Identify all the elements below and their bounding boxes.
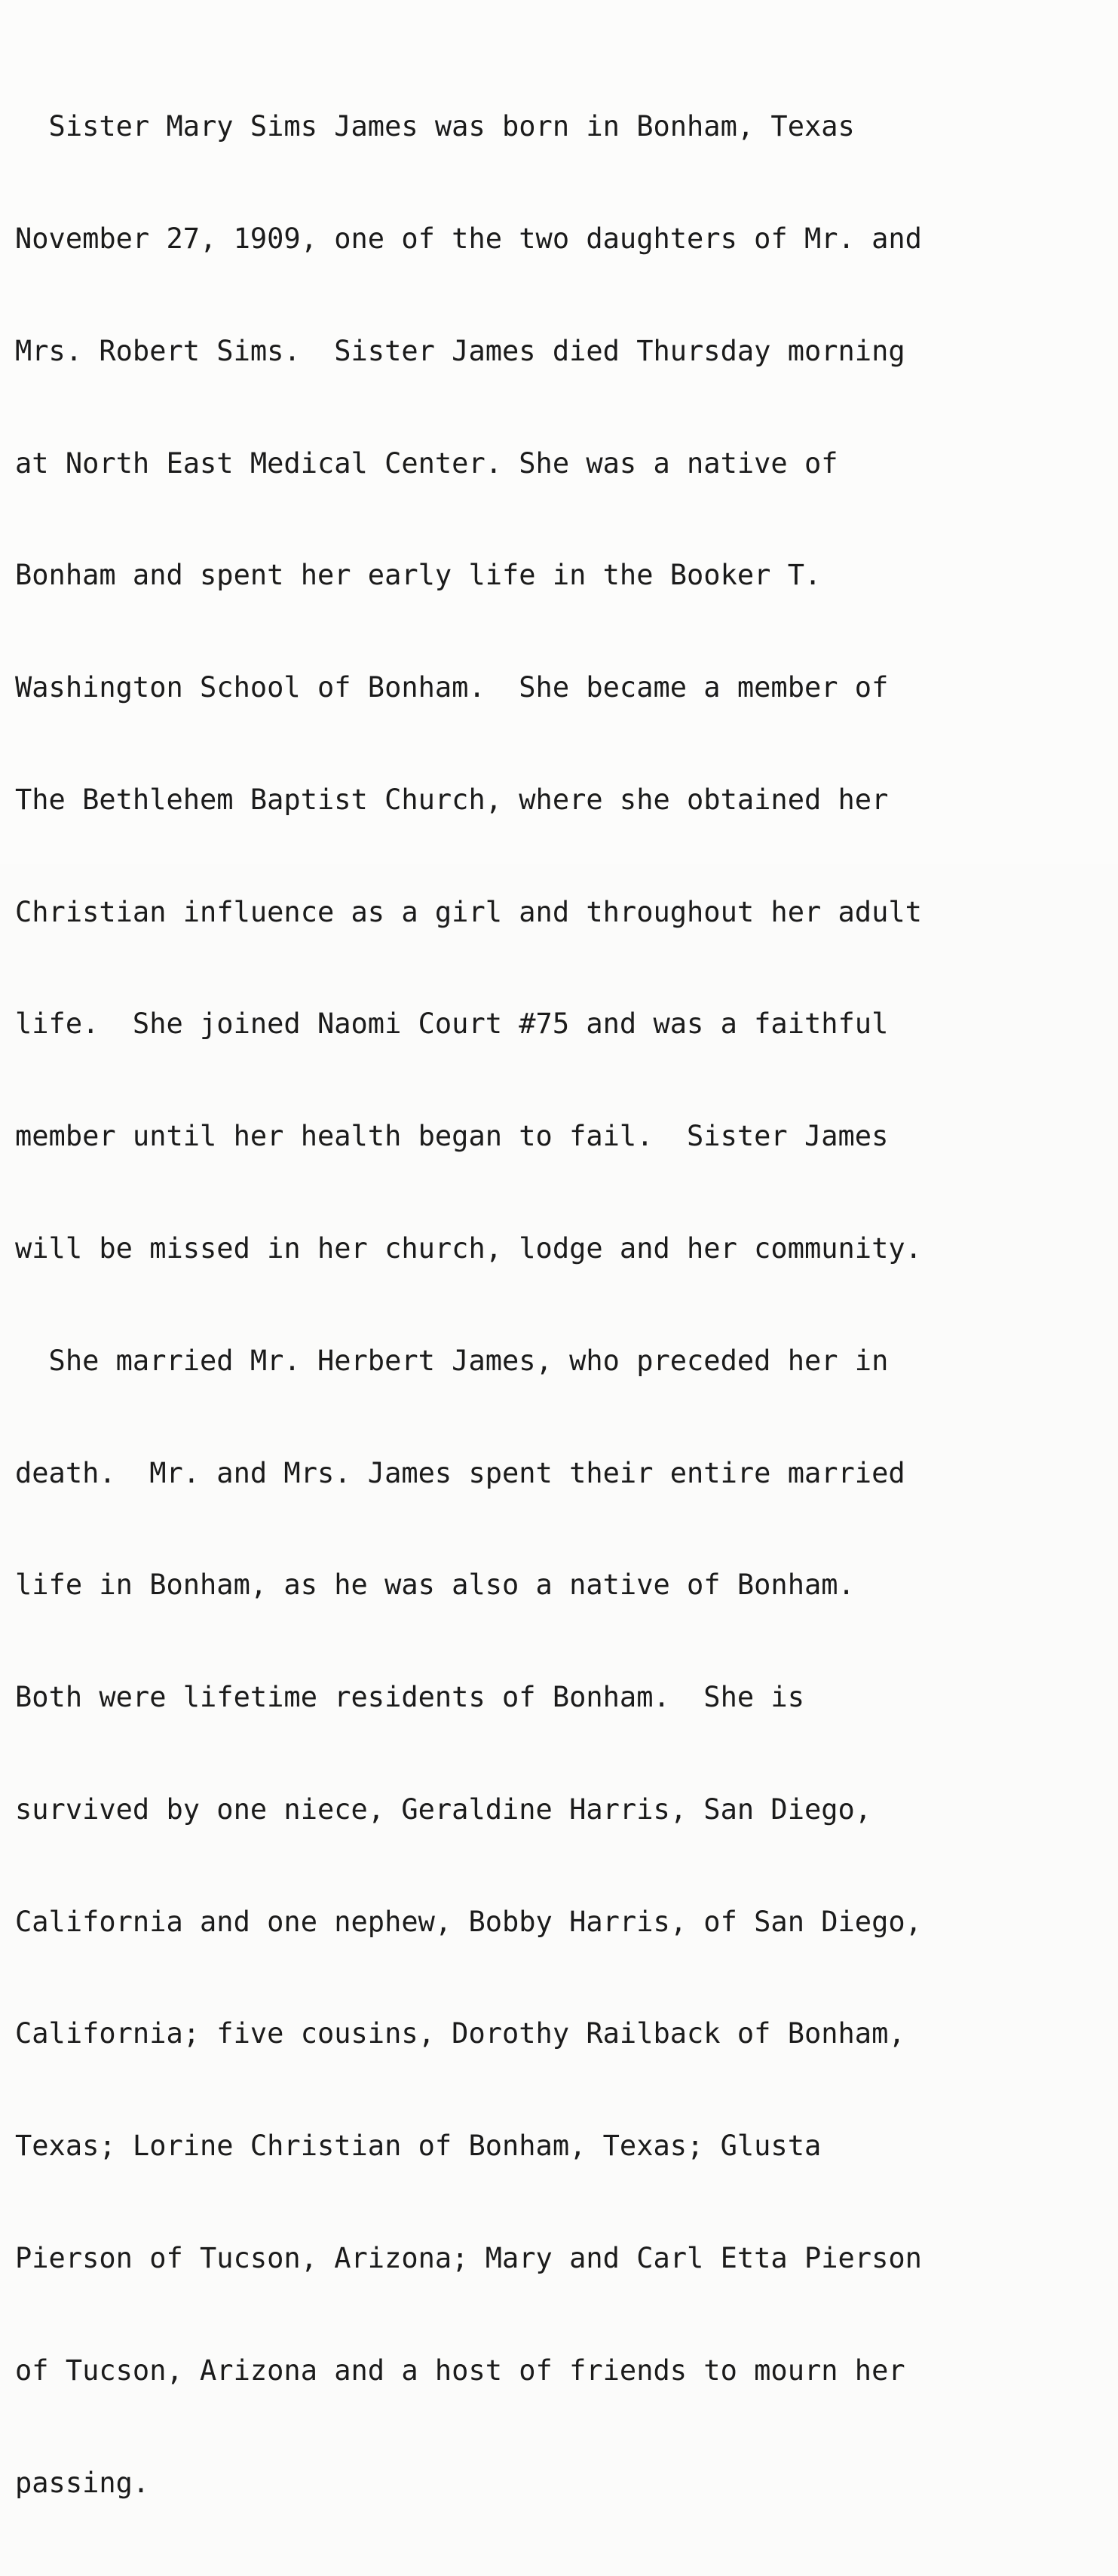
text-line-3: Mrs. Robert Sims. Sister James died Thursday morning [15, 334, 905, 367]
text-line-9: life. She joined Naomi Court #75 and was a faithful [15, 1007, 889, 1041]
text-line-14: life in Bonham, as he was also a native of Bonham. [15, 1569, 855, 1602]
text-line-22: passing. [15, 2466, 150, 2499]
text-line-21: of Tucson, Arizona and a host of friends to mourn her [15, 2354, 905, 2387]
text-line-7: The Bethlehem Baptist Church, where she obtained her [15, 783, 889, 816]
text-line-6: Washington School of Bonham. She became a member of [15, 671, 889, 704]
text-line-4: at North East Medical Center. She was a native of [15, 446, 838, 480]
text-line-13: death. Mr. and Mrs. James spent their entire married [15, 1456, 905, 1489]
text-line-16: survived by one niece, Geraldine Harris, San Diego, [15, 1792, 872, 1826]
text-line-15: Both were lifetime residents of Bonham. She is [15, 1681, 804, 1714]
text-line-19: Texas; Lorine Christian of Bonham, Texas; Glusta [15, 2130, 822, 2163]
text-line-11: will be missed in her church, lodge and her community. [15, 1232, 922, 1265]
text-line-12: She married Mr. Herbert James, who preceded her in [15, 1344, 889, 1377]
text-line-2: November 27, 1909, one of the two daughters of Mr. and [15, 222, 922, 255]
text-line-18: California; five cousins, Dorothy Railback of Bonham, [15, 2017, 905, 2050]
obituary-text [15, 33, 1055, 2576]
text-line-17: California and one nephew, Bobby Harris, of San Diego, [15, 1905, 922, 1938]
text-line-8: Christian influence as a girl and throughout her adult [15, 895, 922, 928]
text-line-1: Sister Mary Sims James was born in Bonham, Texas [15, 110, 855, 143]
text-line-5: Bonham and spent her early life in the Booker T. [15, 559, 822, 592]
text-line-10: member until her health began to fail. Sister James [15, 1120, 889, 1153]
text-line-20: Pierson of Tucson, Arizona; Mary and Carl Etta Pierson [15, 2242, 922, 2275]
